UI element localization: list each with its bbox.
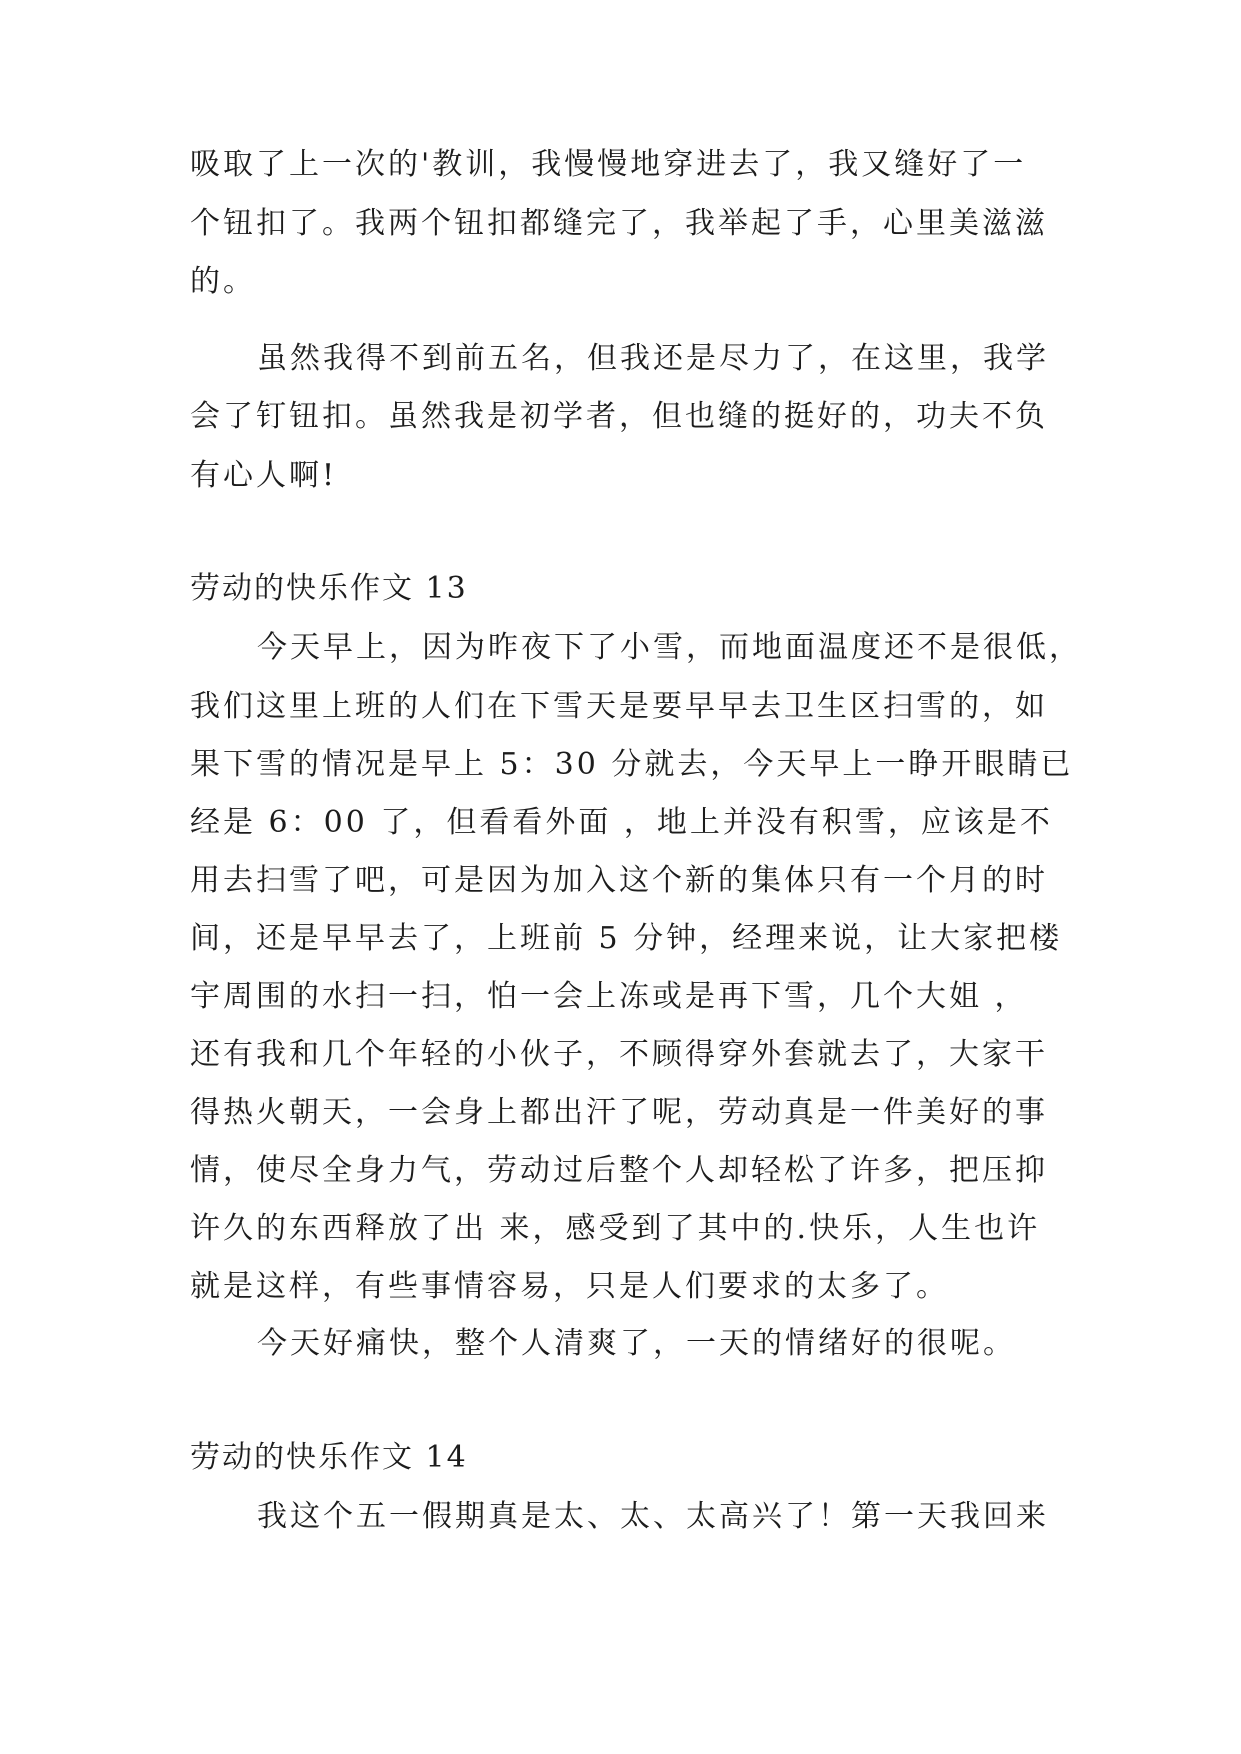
paragraph-3-line-12: 就是这样，有些事情容易，只是人们要求的太多了。 — [190, 1269, 949, 1304]
paragraph-1-line-1: 吸取了上一次的'教训，我慢慢地穿进去了，我又缝好了一 — [190, 147, 1027, 182]
paragraph-3-line-2: 我们这里上班的人们在下雪天是要早早去卫生区扫雪的，如 — [190, 689, 1048, 724]
paragraph-3-line-9: 得热火朝天，一会身上都出汗了呢，劳动真是一件美好的事 — [190, 1095, 1048, 1130]
paragraph-3-line-1: 今天早上，因为昨夜下了小雪，而地面温度还不是很低， — [257, 630, 1082, 665]
paragraph-3-line-8: 还有我和几个年轻的小伙子，不顾得穿外套就去了，大家干 — [190, 1037, 1048, 1072]
paragraph-3-line-10: 情，使尽全身力气，劳动过后整个人却轻松了许多，把压抑 — [190, 1153, 1048, 1188]
paragraph-3-line-11: 许久的东西释放了出 来，感受到了其中的.快乐，人生也许 — [190, 1211, 1041, 1246]
paragraph-3-line-7: 宇周围的水扫一扫，怕一会上冻或是再下雪，几个大姐 ， — [190, 979, 1028, 1014]
paragraph-2-line-2: 会了钉钮扣。虽然我是初学者，但也缝的挺好的，功夫不负 — [190, 399, 1048, 434]
paragraph-2-line-3: 有心人啊! — [190, 458, 338, 493]
paragraph-3-line-3: 果下雪的情况是早上 5：30 分就去，今天早上一睁开眼睛已 — [190, 747, 1074, 782]
section-heading-13: 劳动的快乐作文 13 — [190, 571, 468, 606]
section-heading-14: 劳动的快乐作文 14 — [190, 1440, 468, 1475]
paragraph-5-line-1: 我这个五一假期真是太、太、太高兴了！第一天我回来 — [257, 1499, 1049, 1534]
paragraph-1-line-3: 的。 — [190, 264, 256, 299]
paragraph-3-line-4: 经是 6：00 了，但看看外面 ，地上并没有积雪，应该是不 — [190, 805, 1053, 840]
paragraph-2-line-1: 虽然我得不到前五名，但我还是尽力了，在这里，我学 — [257, 341, 1049, 376]
paragraph-4-line-1: 今天好痛快，整个人清爽了，一天的情绪好的很呢。 — [257, 1326, 1016, 1361]
paragraph-3-line-6: 间，还是早早去了，上班前 5 分钟，经理来说，让大家把楼 — [190, 921, 1063, 956]
paragraph-1-line-2: 个钮扣了。我两个钮扣都缝完了，我举起了手，心里美滋滋 — [190, 206, 1048, 241]
paragraph-3-line-5: 用去扫雪了吧，可是因为加入这个新的集体只有一个月的时 — [190, 863, 1048, 898]
